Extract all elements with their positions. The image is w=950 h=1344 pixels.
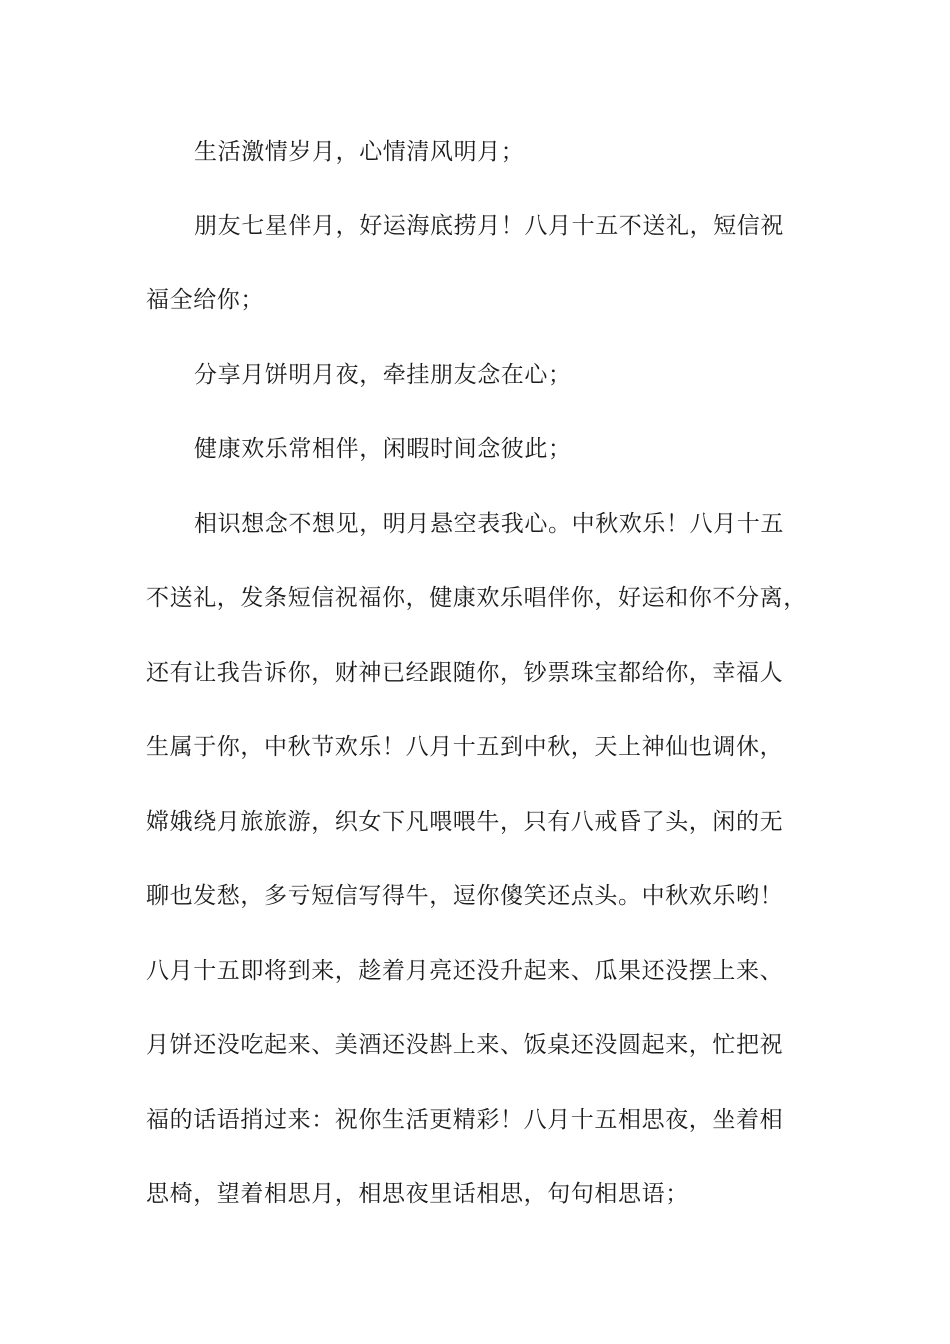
paragraph-line: 健康欢乐常相伴，闲暇时间念彼此； <box>194 436 572 462</box>
paragraph-line: 嫦娥绕月旅旅游，织女下凡喂喂牛，只有八戒昏了头，闲的无 <box>146 809 784 835</box>
paragraph-line: 八月十五即将到来，趁着月亮还没升起来、瓜果还没摆上来、 <box>146 958 784 984</box>
paragraph-line: 月饼还没吃起来、美酒还没斟上来、饭桌还没圆起来，忙把祝 <box>146 1032 784 1058</box>
paragraph-line: 思椅，望着相思月，相思夜里话相思，句句相思语； <box>146 1181 689 1207</box>
paragraph-line: 聊也发愁，多亏短信写得牛，逗你傻笑还点头。中秋欢乐哟！ <box>146 883 784 909</box>
paragraph-line: 生活激情岁月，心情清风明月； <box>194 139 525 165</box>
paragraph-line: 福全给你； <box>146 287 264 313</box>
paragraph-line: 朋友七星伴月，好运海底捞月！八月十五不送礼，短信祝 <box>194 213 784 239</box>
paragraph-line: 生属于你，中秋节欢乐！八月十五到中秋，天上神仙也调休， <box>146 734 784 760</box>
paragraph-line: 不送礼，发条短信祝福你，健康欢乐唱伴你，好运和你不分离， <box>146 585 807 611</box>
paragraph-line: 相识想念不想见，明月悬空表我心。中秋欢乐！八月十五 <box>194 511 784 537</box>
paragraph-line: 福的话语捎过来：祝你生活更精彩！八月十五相思夜，坐着相 <box>146 1107 784 1133</box>
paragraph-line: 还有让我告诉你，财神已经跟随你，钞票珠宝都给你，幸福人 <box>146 660 784 686</box>
paragraph-line: 分享月饼明月夜，牵挂朋友念在心； <box>194 362 572 388</box>
